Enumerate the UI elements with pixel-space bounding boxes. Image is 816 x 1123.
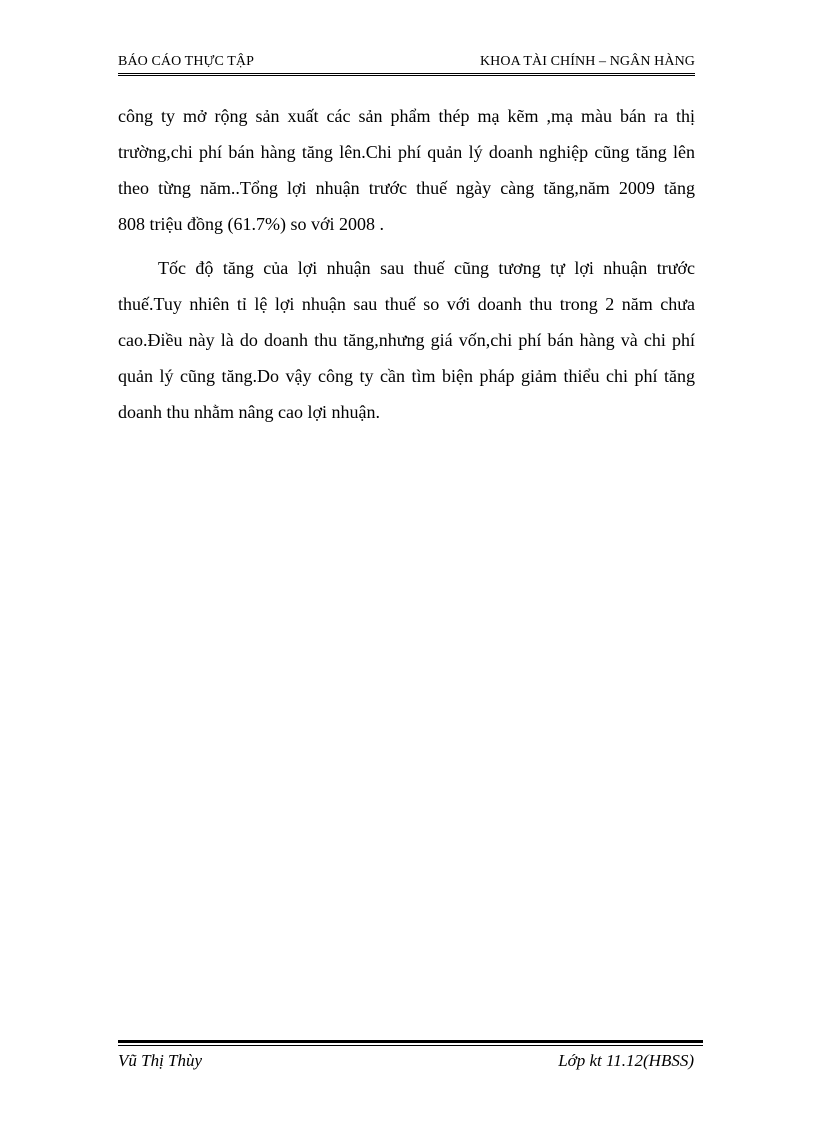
paragraph-line: thuế.Tuy nhiên tỉ lệ lợi nhuận sau thuế so với doanh thu trong 2 năm chưa: [118, 294, 695, 314]
paragraph: [118, 98, 695, 242]
paragraph-line: Tốc độ tăng của lợi nhuận sau thuế cũng tương tự lợi nhuận trước: [158, 258, 695, 278]
footer-class: Lớp kt 11.12(HBSS): [558, 1051, 694, 1070]
paragraph-line: công ty mở rộng sản xuất các sản phẩm thép mạ kẽm ,mạ màu bán ra thị: [118, 106, 695, 126]
page-header: [118, 50, 695, 76]
footer-divider: [118, 1040, 703, 1046]
paragraph-line: theo từng năm..Tổng lợi nhuận trước thuế ngày càng tăng,năm 2009 tăng: [118, 178, 695, 198]
paragraph-line: trường,chi phí bán hàng tăng lên.Chi phí quản lý doanh nghiệp cũng tăng lên: [118, 142, 695, 162]
header-department: KHOA TÀI CHÍNH – NGÂN HÀNG: [479, 54, 695, 69]
header-report-title: BÁO CÁO THỰC TẬP: [118, 54, 255, 69]
paragraph-line: cao.Điều này là do doanh thu tăng,nhưng giá vốn,chi phí bán hàng và chi phí: [118, 330, 695, 350]
footer-author: Vũ Thị Thùy: [118, 1051, 203, 1070]
paragraph: [118, 250, 695, 430]
paragraph-line: 808 triệu đồng (61.7%) so với 2008 .: [118, 214, 384, 234]
body-text: [118, 98, 695, 430]
paragraph-line: quản lý cũng tăng.Do vậy công ty cần tìm biện pháp giảm thiểu chi phí tăng: [118, 366, 695, 386]
paragraph-line: doanh thu nhằm nâng cao lợi nhuận.: [118, 402, 380, 422]
